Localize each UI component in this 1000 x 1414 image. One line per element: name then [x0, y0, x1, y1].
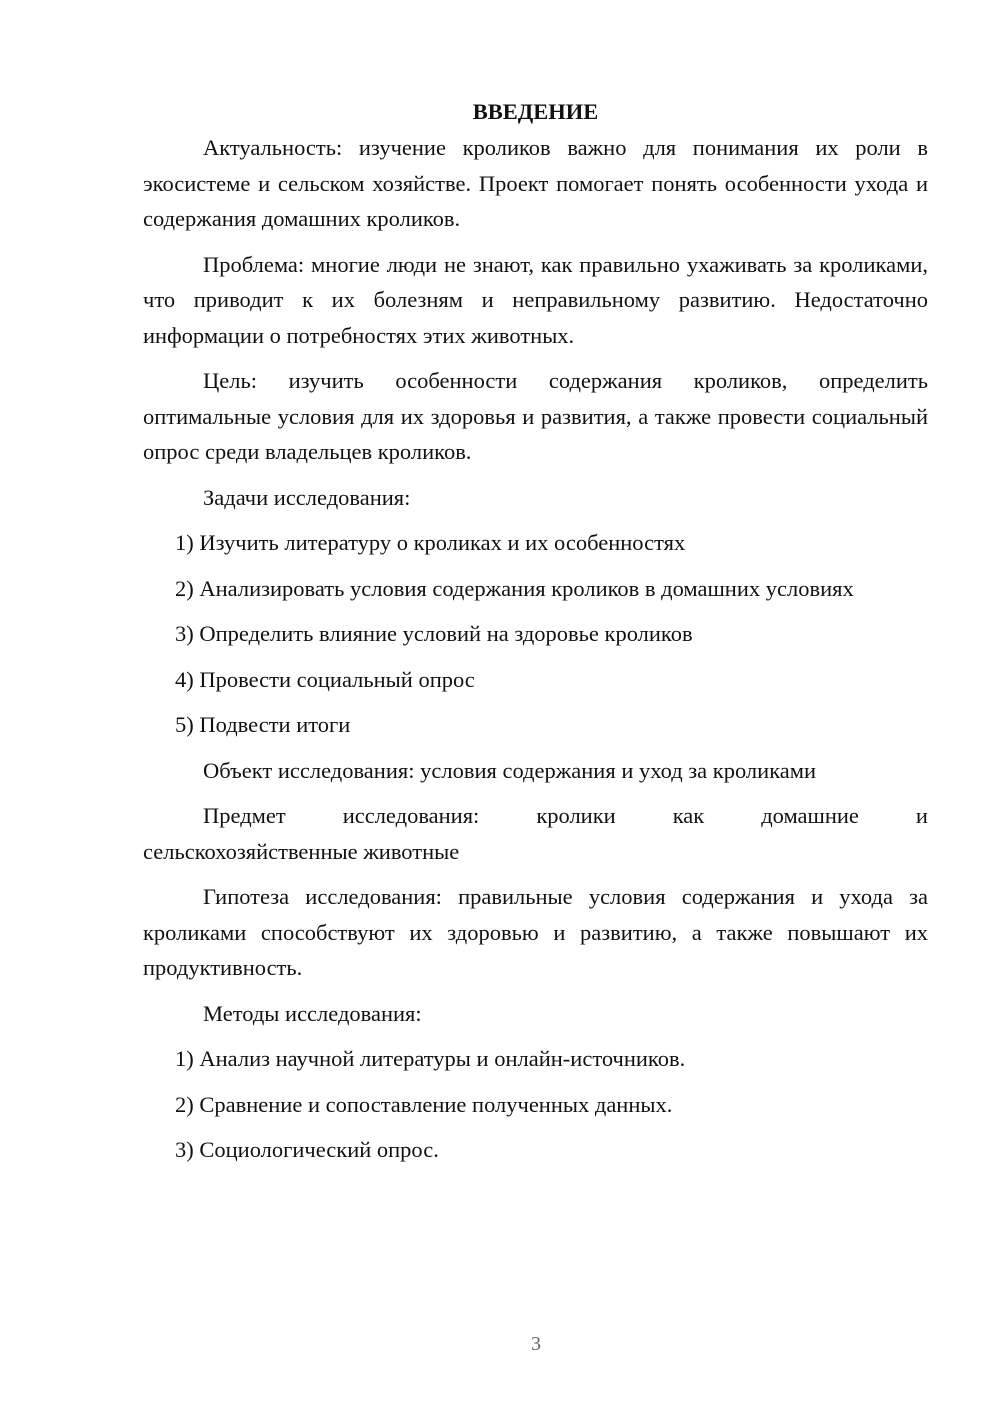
page-number: 3: [531, 1333, 541, 1355]
list-item: 3) Определить влияние условий на здоровье кроликов: [175, 621, 693, 646]
problem-paragraph: Проблема: многие люди не знают, как правильно ухаживать за кроликами, что приводит к их болезням и неправильному развитию. Недостаточно информации о потребностях этих животных.: [143, 251, 928, 348]
tasks-label: Задачи исследования:: [203, 484, 411, 510]
subject-second-line: сельскохозяйственные животные: [143, 838, 460, 864]
subject-first-line: [143, 798, 928, 834]
page-content: [143, 94, 928, 1178]
subject-word: Предмет: [203, 803, 286, 828]
list-item: 3) Социологический опрос.: [175, 1137, 439, 1162]
hypothesis-paragraph: Гипотеза исследования: правильные условия содержания и ухода за кроликами способствуют их здоровью и развитию, а также повышают их продуктивность.: [143, 884, 928, 980]
list-item: 4) Провести социальный опрос: [175, 666, 475, 692]
methods-label: Методы исследования:: [203, 1000, 422, 1026]
subject-paragraph: [143, 798, 928, 869]
relevance-paragraph: Актуальность: изучение кроликов важно для понимания их роли в экосистеме и сельском хозяйстве. Проект помогает понять особенности ухода и содержания домашних кроликов.: [143, 135, 928, 231]
list-item: 5) Подвести итоги: [175, 712, 351, 737]
subject-word: домашние: [761, 803, 859, 828]
tasks-list: [143, 525, 928, 743]
subject-word: и: [915, 803, 928, 828]
subject-word: как: [672, 803, 705, 828]
goal-paragraph: Цель: изучить особенности содержания кроликов, определить оптимальные условия для их здоровья и развития, а также провести социальный опрос среди владельцев кроликов.: [143, 368, 928, 464]
object-paragraph: Объект исследования: условия содержания и уход за кроликами: [203, 757, 817, 783]
list-item: 1) Анализ научной литературы и онлайн-источников.: [175, 1046, 686, 1071]
methods-list: [143, 1041, 928, 1168]
subject-word: исследования:: [342, 803, 480, 828]
list-item: 2) Сравнение и сопоставление полученных данных.: [175, 1091, 673, 1117]
list-item: 2) Анализировать условия содержания кроликов в домашних условиях: [175, 575, 854, 601]
section-heading: ВВЕДЕНИЕ: [472, 99, 599, 124]
subject-word: кролики: [536, 803, 616, 828]
list-item: 1) Изучить литературу о кроликах и их особенностях: [175, 530, 686, 555]
